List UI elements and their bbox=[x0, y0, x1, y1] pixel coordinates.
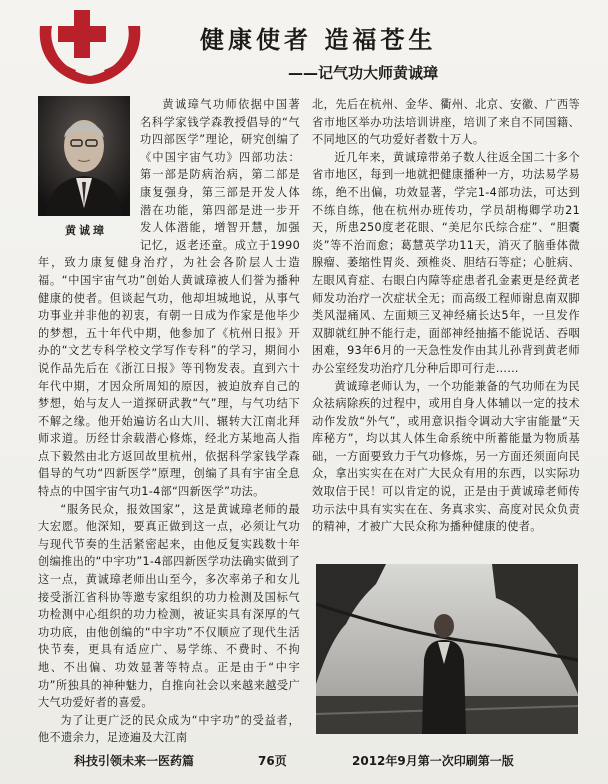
left-text-column bbox=[38, 96, 300, 747]
right-text-column bbox=[312, 96, 580, 536]
left-paragraph-1: 黄诚璋气功师依据中国著名科学家钱学森教授倡导的“气功四部医学”理论，研究创编了《中国宇宙气功》四部功法：第一部是防病治病，第二部是康复强身，第三部是开发人体潜在功能，第四部是进一步开发人体潜能，增智开慧，加强记忆，返老还童。成立于1990年，致力康复健身治疗，为社会各阶层人士造福。“中国宇宙气功”创始人黄诚璋被人们誉为播种健康的使者。但谈起气功，他却坦城地说，从事气功事业并非他的初衷，有朝一日成为作家是他毕少的梦想，五十年代中期，他参加了《杭州日报》开办的“文艺专科学校文学写作专科”的学习，期间小说作品先后在《浙江日报》等刊物发表。直到六十年代中期，才因众所周知的原因，被迫放弃自己的梦想，始与友人一道探研武教“气”理，与气功结下不解之缘。他开始遍访名山大川、辗转大江南北拜师求道。历经廿余载潜心修炼，经北方某地高人指点下毅然由北方返回故里杭州，依据科学家钱学森倡导的气功“四新医学”原理，创编了具有宇宙全息特点的中国宇宙气功1-4部“四新医学”功法。 bbox=[38, 98, 300, 499]
right-paragraph-1: 北，先后在杭州、金华、衢州、北京、安徽、广西等省市地区举办功法培训讲座，培训了来自不同国籍、不同地区的气功爱好者数十万人。 bbox=[312, 98, 580, 147]
portrait-caption: 黄诚璋 bbox=[65, 224, 107, 237]
right-paragraph-2: 近几年来，黄诚璋带弟子数人往返全国二十多个省市地区，每到一地就把健康播种一方，功法易学易练，绝不出偏，功效显著，学完1-4部功法，可达到不练自练，他在杭州办班传功，学员胡梅卿学功21天，所患250度老花眼、“美尼尔氏综合症”、“胆囊炎”等不治而愈；葛慧英学功11天，消灭了脑垂体微腺瘤、萎缩性胃炎、颈椎炎、胆结石等症；心脏病、左眼风育症、右眼白内障等症患者孔金素更是经黄老师发功治疗一次症状全无；而高级工程师谢息南双脚类风湿痛风、左面颊三叉神经痛长达5年，一旦发作双脚就红肿不能行走，面部神经抽搐不能说话、吞咽困难，93年6月的一天急性发作由其儿孙背到黄老师办公室经发功治疗几分种后即可行走…… bbox=[312, 150, 580, 375]
article-subtitle: ——记气功大师黄诚璋 bbox=[288, 64, 439, 82]
outdoor-photo bbox=[316, 564, 578, 734]
footer-page-number: 76页 bbox=[258, 754, 287, 768]
right-paragraph-3: 黄诚璋老师认为，一个功能兼备的气功师在为民众祛病除疾的过程中，或用自身人体辅以一定的技术动作发放“外气”，或用意识指令调动大宇宙能量“天库秘方”，均以其人体生命系统中所蓄能量为物质基础，一方面要致力于气功修炼，另一方面还须面向民众，拿出实实在在对广大民众有用的东西，以实际功效取信于民！可以肯定的说，正是由于黄诚璋老师传功示法中具有实实在在、务真求实、高度对民众负责的精神，才被广大民众称为播种健康的使者。 bbox=[312, 379, 580, 534]
medical-cross-hands-logo-icon bbox=[30, 4, 150, 90]
portrait-photo bbox=[38, 96, 130, 216]
article-title: 健康使者 造福苍生 bbox=[200, 25, 437, 54]
portrait-figure bbox=[38, 96, 134, 242]
left-paragraph-3: 为了让更广泛的民众成为“中宇功”的受益者，他不遗余力，足迹遍及大江南 bbox=[38, 713, 300, 745]
footer-section-title: 科技引领未来一医药篇 bbox=[74, 754, 195, 768]
footer-edition-note: 2012年9月第一次印刷第一版 bbox=[352, 754, 514, 768]
left-paragraph-2: “服务民众，报效国家”，这是黄诚璋老师的最大宏愿。他深知，要真正做到这一点，必须让气功与现代节奏的生活紧密起来，由他反复实践数十年创编推出的“中宇功”1-4部四新医学功法确实做到了这一点，黄诚璋老师出山至今，多次率弟子和女儿接受浙江省科协等邀专家组织的功力检测及国标气功检测中心组织的功力检测，被证实具有深厚的气功功底，由他创编的“中宇功”不仅顺应了现代生活快节奏，更具有适应广、易学练、不费时、不拘地、不出偏、功效显著等特点。正是由于“中宇功”所独具的神种魅力，自推向社会以来越来越受广大气功爱好者的喜爱。 bbox=[38, 502, 300, 710]
